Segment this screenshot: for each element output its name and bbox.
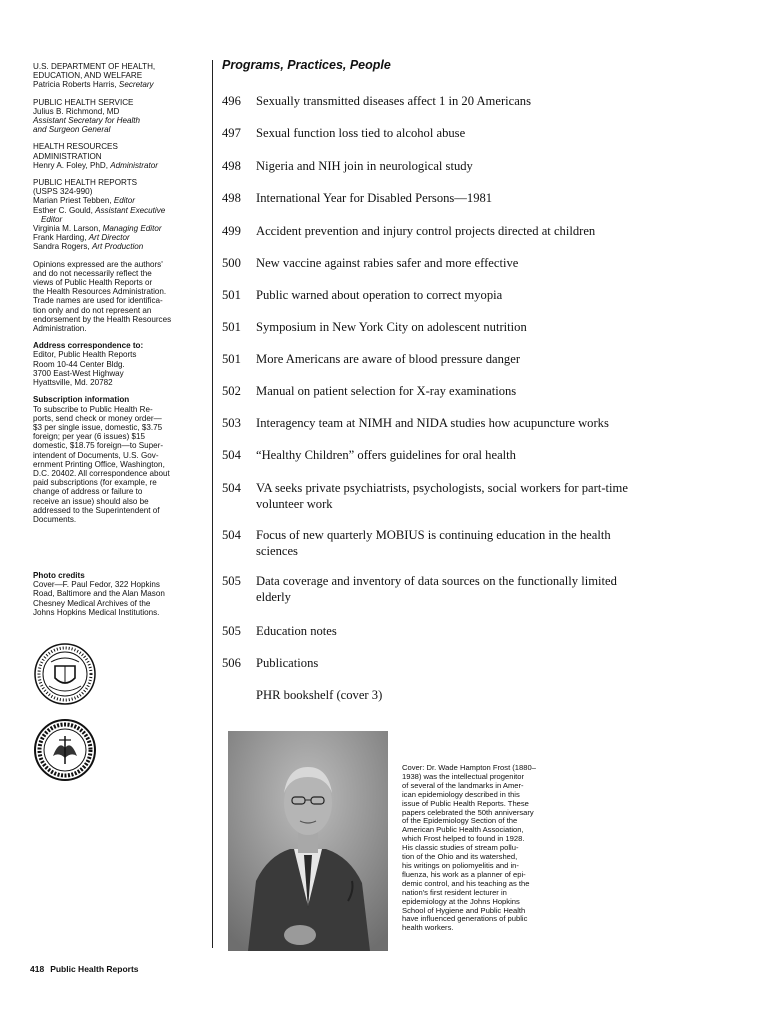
phs-title: and Surgeon General — [33, 125, 111, 135]
subscription-line: To subscribe to Public Health Re- — [33, 404, 153, 414]
staff-name: Marian Priest Tebben, — [33, 196, 112, 206]
toc-page-number: 501 — [222, 320, 241, 334]
caption-line: 1938) was the intellectual progenitor — [402, 771, 524, 781]
toc-item[interactable] — [222, 351, 692, 367]
staff-name: Esther C. Gould, — [33, 205, 93, 215]
toc-page-number: 501 — [222, 288, 241, 302]
caption-line: of several of the landmarks in Amer- — [402, 780, 524, 790]
phr-staff-block — [33, 178, 203, 252]
toc-title: Public warned about operation to correct myopia — [256, 288, 503, 302]
toc-item[interactable] — [222, 383, 692, 399]
subscription-line: change of address or failure to — [33, 487, 143, 497]
disclaimer-line: endorsement by the Health Resources — [33, 314, 172, 324]
toc-page-number: 496 — [222, 94, 241, 108]
subscription-line: intendent of Documents, U.S. Gov- — [33, 450, 159, 460]
photo-credits-line: Chesney Medical Archives of the — [33, 598, 151, 608]
toc-page-number: 506 — [222, 656, 241, 670]
cover-caption — [402, 764, 564, 933]
department-line: EDUCATION, AND WELFARE — [33, 71, 143, 81]
toc-title: Data coverage and inventory of data sources on the functionally limited — [256, 574, 617, 588]
portrait-image — [228, 731, 388, 951]
column-divider — [212, 60, 213, 948]
subscription-line: paid subscriptions (for example, re — [33, 478, 157, 488]
staff-role: Managing Editor — [102, 224, 162, 234]
caption-line: issue of Public Health Reports. These — [402, 798, 529, 808]
toc-item[interactable] — [222, 223, 692, 239]
hra-block — [33, 142, 203, 170]
caption-line: health workers. — [402, 923, 454, 933]
toc-page-number: 505 — [222, 574, 241, 588]
address-heading: Address correspondence to: — [33, 341, 144, 351]
subscription-line: ports, send check or money order— — [33, 413, 162, 423]
cover-portrait-photo — [228, 731, 388, 951]
subscription-line: domestic, $18.75 foreign—to Super- — [33, 441, 164, 451]
subscription-line: Documents. — [33, 514, 77, 524]
toc-page-number: 498 — [222, 159, 241, 173]
toc-item[interactable] — [222, 158, 692, 174]
caption-line: papers celebrated the 50th anniversary — [402, 807, 534, 817]
toc-item[interactable] — [222, 125, 692, 141]
caption-line: demic control, and his teaching as the — [402, 878, 530, 888]
hra-heading: HEALTH RESOURCES — [33, 142, 118, 152]
photo-credits-line: Cover—F. Paul Fedor, 322 Hopkins — [33, 580, 160, 590]
toc-page-number: 501 — [222, 352, 241, 366]
staff-name: Virginia M. Larson, — [33, 224, 101, 234]
toc-title-continued: volunteer work — [256, 497, 333, 511]
subscription-block — [33, 395, 203, 524]
toc-title: Education notes — [256, 624, 337, 638]
disclaimer-line: and do not necessarily reflect the — [33, 268, 152, 278]
toc-page-number — [222, 687, 256, 703]
hra-title: Administrator — [110, 160, 158, 170]
toc-page-number: 497 — [222, 126, 241, 140]
subscription-line: receive an issue) should also be — [33, 496, 149, 506]
toc-item[interactable] — [222, 287, 692, 303]
toc-item[interactable] — [222, 655, 692, 671]
toc-item[interactable] — [222, 93, 692, 109]
caption-line: of the Epidemiology Section of the — [402, 816, 518, 826]
address-line: Hyattsville, Md. 20782 — [33, 378, 113, 388]
toc-title: Publications — [256, 656, 319, 670]
address-line: Room 10-44 Center Bldg. — [33, 359, 125, 369]
caption-line: His classic studies of stream pollu- — [402, 843, 519, 853]
toc-item[interactable] — [222, 319, 692, 335]
hew-seal-icon — [33, 642, 97, 706]
disclaimer-line: views of Public Health Reports or — [33, 278, 153, 288]
toc-title: Symposium in New York City on adolescent nutrition — [256, 320, 527, 334]
disclaimer-line: Administration. — [33, 324, 87, 334]
toc-item[interactable] — [222, 190, 692, 206]
disclaimer-block — [33, 260, 203, 334]
toc-item[interactable] — [222, 255, 692, 271]
page-title: Programs, Practices, People — [222, 58, 391, 72]
caption-line: have influenced generations of public — [402, 914, 528, 924]
secretary-title: Secretary — [118, 80, 154, 90]
staff-role: Editor — [113, 196, 135, 206]
secretary-name: Patricia Roberts Harris, — [33, 80, 117, 90]
toc-page-number: 502 — [222, 384, 241, 398]
toc-title: VA seeks private psychiatrists, psychologists, social workers for part-time — [256, 481, 628, 495]
subscription-line: $3 per single issue, domestic, $3.75 — [33, 422, 163, 432]
toc-item[interactable] — [222, 573, 692, 605]
phs-title: Assistant Secretary for Health — [33, 116, 141, 126]
hra-name: Henry A. Foley, PhD, — [33, 160, 108, 170]
public-health-service-seal-icon — [33, 718, 97, 782]
journal-name: Public Health Reports — [50, 964, 139, 974]
masthead-sidebar — [33, 62, 203, 532]
toc-item[interactable] — [222, 447, 692, 463]
address-line: 3700 East-West Highway — [33, 368, 124, 378]
toc-item[interactable] — [222, 415, 692, 431]
disclaimer-line: Opinions expressed are the authors' — [33, 259, 163, 269]
caption-line: Cover: Dr. Wade Hampton Frost (1880– — [402, 763, 536, 772]
subscription-line: addressed to the Superintendent of — [33, 505, 160, 515]
toc-title: Nigeria and NIH join in neurological study — [256, 159, 473, 173]
toc-title: Accident prevention and injury control projects directed at children — [256, 224, 596, 238]
page-number: 418 — [30, 964, 45, 974]
toc-title: International Year for Disabled Persons—1981 — [256, 191, 493, 205]
toc-page-number: 499 — [222, 224, 241, 238]
staff-name: Sandra Rogers, — [33, 242, 90, 252]
toc-title: Focus of new quarterly MOBIUS is continuing education in the health — [256, 528, 611, 542]
caption-line: epidemiology at the Johns Hopkins — [402, 896, 520, 906]
phs-name: Julius B. Richmond, MD — [33, 106, 120, 116]
phs-heading: PUBLIC HEALTH SERVICE — [33, 97, 134, 107]
photo-credits-heading: Photo credits — [33, 571, 85, 580]
caption-line: which Frost helped to found in 1928. — [402, 834, 525, 844]
photo-credits-line: Johns Hopkins Medical Institutions. — [33, 607, 160, 617]
phr-heading: PUBLIC HEALTH REPORTS — [33, 178, 138, 188]
toc-page-number: 503 — [222, 416, 241, 430]
staff-role: Art Production — [91, 242, 144, 252]
address-block — [33, 341, 203, 387]
toc-title: “Healthy Children” offers guidelines for oral health — [256, 448, 516, 462]
disclaimer-line: Trade names are used for identifica- — [33, 296, 163, 306]
caption-line: his writings on poliomyelitis and in- — [402, 860, 519, 870]
toc-item[interactable] — [222, 687, 692, 703]
caption-line: ican epidemiology described in this — [402, 789, 520, 799]
photo-credits-block — [33, 571, 203, 617]
caption-line: nation's first resident lecturer in — [402, 887, 507, 897]
toc-title: Interagency team at NIMH and NIDA studies how acupuncture works — [256, 416, 609, 430]
department-block — [33, 62, 203, 90]
address-line: Editor, Public Health Reports — [33, 350, 137, 360]
department-line: U.S. DEPARTMENT OF HEALTH, — [33, 62, 156, 71]
page-footer — [30, 964, 139, 974]
phr-heading: (USPS 324-990) — [33, 187, 93, 197]
toc-page-number: 504 — [222, 448, 241, 462]
disclaimer-line: the Health Resources Administration. — [33, 287, 167, 297]
toc-title: PHR bookshelf (cover 3) — [256, 688, 383, 702]
toc-page-number: 504 — [222, 481, 241, 495]
toc-page-number: 505 — [222, 624, 241, 638]
toc-title: More Americans are aware of blood pressure danger — [256, 352, 521, 366]
toc-title: New vaccine against rabies safer and more effective — [256, 256, 519, 270]
caption-line: fluenza, his work as a planner of epi- — [402, 869, 526, 879]
disclaimer-line: tion only and do not represent an — [33, 305, 152, 315]
toc-page-number: 498 — [222, 191, 241, 205]
staff-name: Frank Harding, — [33, 233, 87, 243]
caption-line: American Public Health Association, — [402, 825, 524, 835]
toc-title: Sexual function loss tied to alcohol abuse — [256, 126, 466, 140]
toc-item[interactable] — [222, 480, 692, 512]
staff-role: Art Director — [88, 233, 130, 243]
caption-line: tion of the Ohio and its watershed, — [402, 852, 518, 862]
photo-credits-line: Road, Baltimore and the Alan Mason — [33, 589, 165, 599]
caption-line: School of Hygiene and Public Health — [402, 905, 526, 915]
subscription-line: D.C. 20402. All correspondence about — [33, 468, 170, 478]
phs-block — [33, 98, 203, 135]
toc-title: Manual on patient selection for X-ray examinations — [256, 384, 517, 398]
staff-role: Editor — [41, 214, 63, 224]
toc-item[interactable] — [222, 527, 692, 559]
staff-role: Assistant Executive — [95, 205, 166, 215]
toc-title-continued: sciences — [256, 544, 298, 558]
toc-title-continued: elderly — [256, 590, 291, 604]
toc-page-number: 504 — [222, 528, 241, 542]
hra-heading: ADMINISTRATION — [33, 151, 102, 161]
subscription-heading: Subscription information — [33, 395, 130, 405]
toc-item[interactable] — [222, 623, 692, 639]
toc-page-number: 500 — [222, 256, 241, 270]
subscription-line: ernment Printing Office, Washington, — [33, 459, 165, 469]
subscription-line: foreign; per year (6 issues) $15 — [33, 432, 146, 442]
toc-title: Sexually transmitted diseases affect 1 in 20 Americans — [256, 94, 532, 108]
